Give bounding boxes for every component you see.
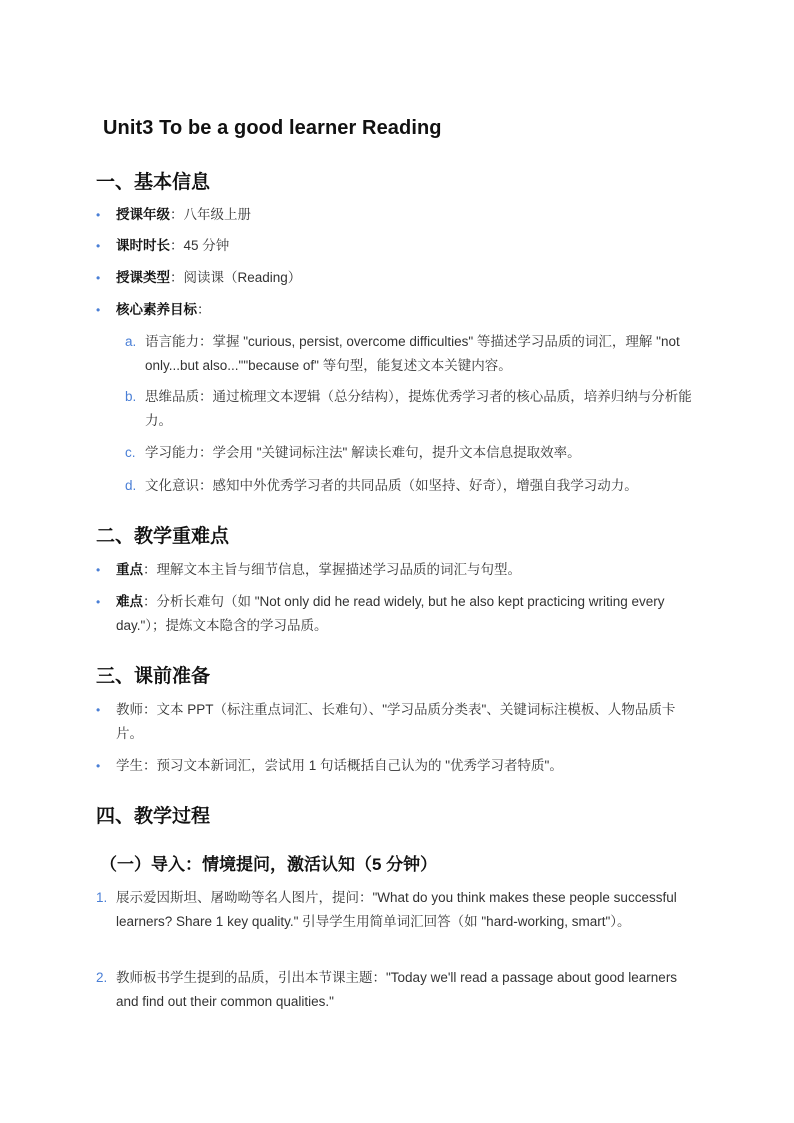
item-value: 理解文本主旨与细节信息，掌握描述学习品质的词汇与句型。 (156, 562, 521, 577)
bullet-icon: • (96, 239, 101, 253)
list-item (96, 266, 696, 290)
item-label: 重点 (116, 562, 143, 577)
item-value: 45 分钟 (183, 238, 230, 253)
section-heading-key-points: 二、教学重难点 (96, 526, 230, 547)
item-label: 授课类型 (116, 270, 170, 285)
goal-item (125, 441, 700, 465)
step-marker: 1. (96, 890, 108, 905)
list-item (96, 558, 696, 582)
item-value: 分析长难句（如 "Not only did he read widely, but he also kept practicing writing every day."）；提炼文本隐含的学习品质。 (116, 594, 665, 633)
list-item (96, 234, 696, 258)
list-item (96, 298, 696, 322)
item-label: 核心素养目标 (116, 302, 197, 317)
list-item (96, 203, 696, 227)
step-item (96, 886, 696, 934)
goal-text: 思维品质：通过梳理文本逻辑（总分结构），提炼优秀学习者的核心品质，培养归纳与分析能力。 (145, 389, 692, 428)
separator: ： (143, 562, 157, 577)
bullet-icon: • (96, 271, 101, 285)
step-text: 展示爱因斯坦、屠呦呦等名人图片，提问："What do you think makes these people successful learners? Share 1 key quality." 引导学生用简单词汇回答（如 "hard-working, smart"）。 (116, 890, 677, 929)
goal-marker: b. (125, 389, 137, 404)
list-item (96, 590, 696, 638)
goal-marker: a. (125, 334, 137, 349)
item-text: 学生：预习文本新词汇，尝试用 1 句话概括自己认为的 "优秀学习者特质"。 (116, 758, 563, 773)
item-label: 难点 (116, 594, 143, 609)
bullet-icon: • (96, 595, 101, 609)
bullet-icon: • (96, 703, 101, 717)
separator: ： (197, 302, 211, 317)
goal-item (125, 330, 700, 378)
separator: ： (170, 207, 184, 222)
separator: ： (170, 238, 184, 253)
list-item (96, 698, 696, 746)
bullet-icon: • (96, 759, 101, 773)
section-heading-basic-info: 一、基本信息 (96, 172, 211, 193)
section-heading-preparation: 三、课前准备 (96, 666, 211, 687)
goal-marker: c. (125, 445, 136, 460)
item-value: 八年级上册 (183, 207, 251, 222)
document-title: Unit3 To be a good learner Reading (103, 117, 442, 139)
step-item (96, 966, 696, 1014)
section-heading-process: 四、教学过程 (96, 806, 211, 827)
item-label: 课时时长 (116, 238, 170, 253)
goal-text: 语言能力：掌握 "curious, persist, overcome difficulties" 等描述学习品质的词汇，理解 "not only...but also...""because of" 等句型，能复述文本关键内容。 (145, 334, 680, 373)
step-text: 教师板书学生提到的品质，引出本节课主题："Today we'll read a passage about good learners and find out their common qualities." (116, 970, 678, 1009)
list-item (96, 754, 696, 778)
item-label: 授课年级 (116, 207, 170, 222)
goal-item (125, 385, 700, 433)
separator: ： (170, 270, 184, 285)
goal-text: 文化意识：感知中外优秀学习者的共同品质（如坚持、好奇），增强自我学习动力。 (145, 478, 638, 493)
goal-text: 学习能力：学会用 "关键词标注法" 解读长难句，提升文本信息提取效率。 (145, 445, 581, 460)
separator: ： (143, 594, 157, 609)
sub-heading-intro: （一）导入：情境提问，激活认知（5 分钟） (100, 855, 438, 874)
goal-item (125, 474, 700, 498)
item-text: 教师：文本 PPT（标注重点词汇、长难句）、"学习品质分类表"、关键词标注模板、人物品质卡片。 (116, 702, 676, 741)
goal-marker: d. (125, 478, 137, 493)
step-marker: 2. (96, 970, 108, 985)
item-value: 阅读课（Reading） (183, 270, 302, 285)
bullet-icon: • (96, 563, 101, 577)
bullet-icon: • (96, 208, 101, 222)
bullet-icon: • (96, 303, 101, 317)
